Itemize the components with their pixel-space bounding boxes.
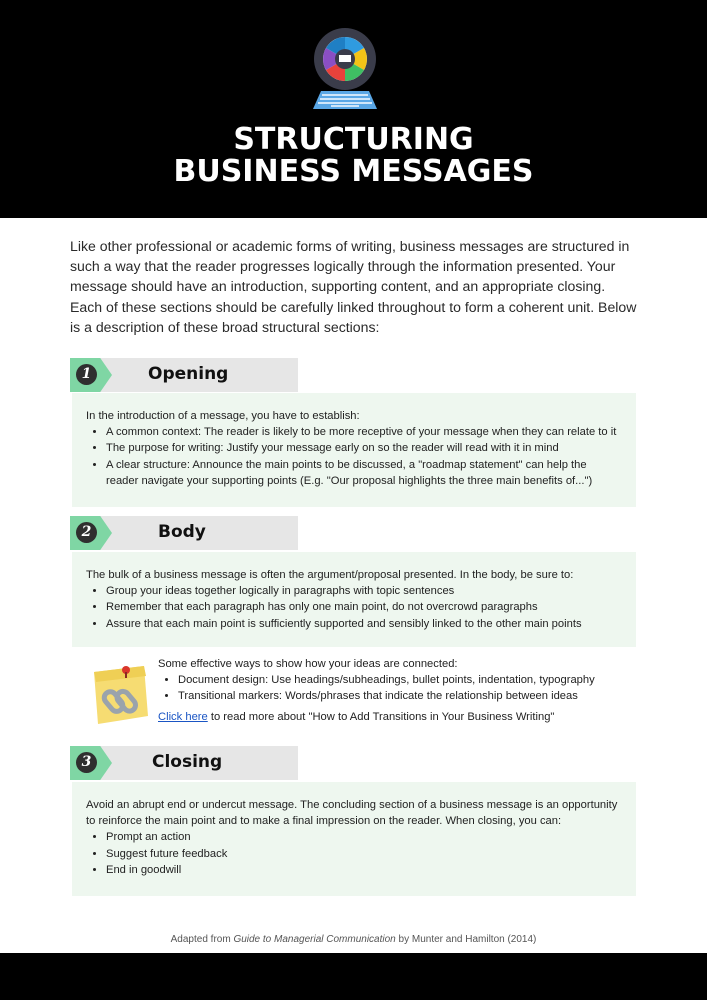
- source-citation: [0, 934, 707, 945]
- source-book-title: Guide to Managerial Communication: [233, 934, 396, 945]
- list-item: • End in goodwill: [106, 862, 622, 878]
- footer-band: [0, 953, 707, 1000]
- section-title: Closing: [152, 752, 223, 772]
- section-heading-body: [70, 516, 298, 550]
- list-item: • Suggest future feedback: [106, 846, 622, 862]
- section-box-body: [72, 552, 636, 647]
- list-item: • A common context: The reader is likely to be more receptive of your message when they can relate to it: [106, 424, 622, 440]
- section-lead: The bulk of a business message is often the argument/proposal presented. In the body, be sure to:: [86, 569, 574, 581]
- list-item: • Group your ideas together logically in paragraphs with topic sentences: [106, 583, 622, 599]
- click-here-link[interactable]: Click here: [158, 710, 208, 723]
- list-item: • Transitional markers: Words/phrases that indicate the relationship between ideas: [178, 688, 648, 704]
- section-number-badge: 3: [76, 752, 97, 773]
- section-lead: Avoid an abrupt end or undercut message. The concluding section of a business message is an opportunity to reinforce the main point and to make a final impression on the reader. When closing, you can:: [86, 799, 618, 828]
- page-title-line1: STRUCTURING: [233, 122, 474, 157]
- tip-lead: Some effective ways to show how your ideas are connected:: [158, 658, 458, 670]
- section-box-opening: [72, 393, 636, 507]
- read-more-line: [158, 709, 648, 725]
- tip-block: [86, 654, 646, 734]
- list-item: • Remember that each paragraph has only one main point, do not overcrowd paragraphs: [106, 599, 622, 615]
- section-box-closing: [72, 782, 636, 896]
- section-title: Body: [158, 522, 206, 542]
- list-item: • Document design: Use headings/subheadings, bullet points, indentation, typography: [178, 672, 648, 688]
- section-list: [86, 424, 622, 489]
- page-title-line2: BUSINESS MESSAGES: [173, 154, 534, 189]
- tip-text: [158, 656, 648, 725]
- section-list: [86, 829, 622, 878]
- section-heading-closing: [70, 746, 298, 780]
- list-item: • The purpose for writing: Justify your message early on so the reader will read with it in mind: [106, 440, 622, 456]
- section-lead: In the introduction of a message, you have to establish:: [86, 410, 360, 422]
- read-more-text: to read more about "How to Add Transitions in Your Business Writing": [207, 710, 555, 723]
- section-number-badge: 1: [76, 364, 97, 385]
- list-item: • A clear structure: Announce the main points to be discussed, a "roadmap statement" can help the reader navigate your supporting points (E.g. "Our proposal highlights the three main benefits of..."): [106, 457, 622, 489]
- section-number-badge: 2: [76, 522, 97, 543]
- laptop-globe-icon: [307, 27, 383, 111]
- section-title: Opening: [148, 364, 229, 384]
- source-suffix: by Munter and Hamilton (2014): [395, 934, 537, 945]
- header-banner: [0, 0, 707, 218]
- section-heading-opening: [70, 358, 298, 392]
- sticky-note-link-icon: [86, 662, 150, 728]
- list-item: • Prompt an action: [106, 829, 622, 845]
- intro-paragraph: Like other professional or academic forms of writing, business messages are structured in such a way that the reader progresses logically through the information presented. Your message should have an introduction, supporting content, and an appropriate closing. Each of these sections should be carefully linked throughout to form a coherent unit. Below is a description of these broad structural sections:: [70, 238, 637, 335]
- tip-list: [158, 672, 648, 704]
- list-item: • Assure that each main point is sufficiently supported and sensibly linked to the other main points: [106, 616, 622, 632]
- source-prefix: Adapted from: [170, 934, 234, 945]
- section-list: [86, 583, 622, 632]
